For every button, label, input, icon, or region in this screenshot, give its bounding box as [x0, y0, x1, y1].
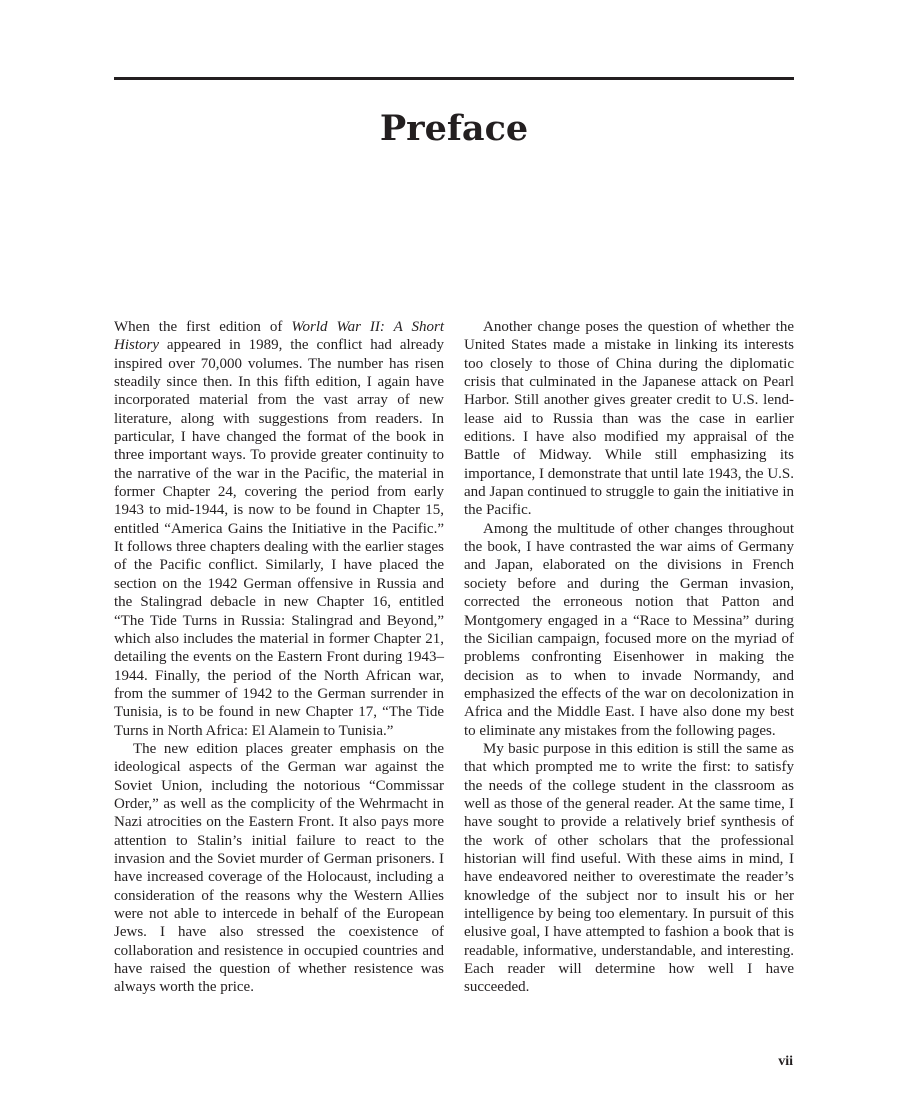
- top-rule: [114, 77, 794, 80]
- paragraph-first-edition: [114, 318, 444, 740]
- page-number: vii: [778, 1054, 793, 1069]
- book-title-italic: World War II: A Short History: [114, 319, 444, 354]
- paragraph-rest: appeared in 1989, the conflict had already inspired over 70,000 volumes. The number has risen steadily since then. In this fifth edition, I again have incorporated material from the vast array of new literature, along with suggestions from readers. In particular, I have changed the format of the book in three important ways. To provide greater continuity to the narrative of the war in the Pacific, the material in former Chapter 24, covering the period from early 1943 to mid-1944, is now to be found in Chapter 15, entitled “America Gains the Initiative in the Pacific.” It follows three chapters dealing with the earlier stages of the Pacific conflict. Similarly, I have placed the section on the 1942 German offensive in Russia and the Stalingrad debacle in new Chapter 16, entitled “The Tide Turns in Russia: Stalingrad and Beyond,” which also includes the material in former Chapter 21, detailing the events on the Eastern Front during 1943–1944. Finally, the period of the North African war, from the summer of 1942 to the German surrender in Tunisia, is to be found in new Chapter 17, “The Tide Turns in North Africa: El Alamein to Tunisia.”: [114, 337, 444, 739]
- paragraph-other-changes: Among the multitude of other changes throughout the book, I have contrasted the war aims of Germany and Japan, elaborated on the divisions in French society before and during the German invasion, corrected the erroneous notion that Patton and Montgomery engaged in a “Race to Messina” during the Sicilian campaign, focused more on the myriad of problems confronting Eisenhower in making the decision as to when to invade Normandy, and emphasized the effects of the war on decolonization in Africa and the Middle East. I have also done my best to eliminate any mistakes from the following pages.: [464, 520, 794, 739]
- paragraph-another-change: Another change poses the question of whether the United States made a mistake in linking its interests too closely to those of China during the diplomatic crisis that culminated in the Japanese attack on Pearl Harbor. Still another gives greater credit to U.S. lend-lease aid to Russia than was the case in earlier editions. I have also modified my appraisal of the Battle of Midway. While still emphasizing its importance, I demonstrate that until late 1943, the U.S. and Japan continued to struggle to gain the initiative in the Pacific.: [464, 319, 794, 519]
- paragraph-basic-purpose: My basic purpose in this edition is still the same as that which prompted me to write the first: to satisfy the needs of the college student in the classroom as well as those of the general reader. At the same time, I have sought to provide a relatively brief synthesis of the work of other scholars that the professional historian will find useful. With these aims in mind, I have endeavored neither to overestimate the reader’s knowledge of the subject nor to insult his or her intelligence by being too elementary. In pursuit of this elusive goal, I have attempted to fashion a book that is readable, informative, understandable, and interesting. Each reader will determine how well I have succeeded.: [464, 740, 794, 996]
- left-column: [114, 318, 444, 997]
- paragraph-lead: When the first edition of: [114, 319, 292, 335]
- paragraph-new-edition-emphasis: The new edition places greater emphasis on the ideological aspects of the German war against the Soviet Union, including the notorious “Commissar Order,” as well as the complicity of the Wehrmacht in Nazi atrocities on the Eastern Front. It also pays more attention to Stalin’s initial failure to react to the invasion and the Soviet murder of German prisoners. I have increased coverage of the Holocaust, including a consideration of the reasons why the Western Allies were not able to intercede in behalf of the European Jews. I have also stressed the coexistence of collaboration and resistence in occupied countries and have raised the question of whether resistence was always worth the price.: [114, 740, 444, 996]
- page-title: Preface: [379, 108, 529, 149]
- right-column: [464, 318, 794, 997]
